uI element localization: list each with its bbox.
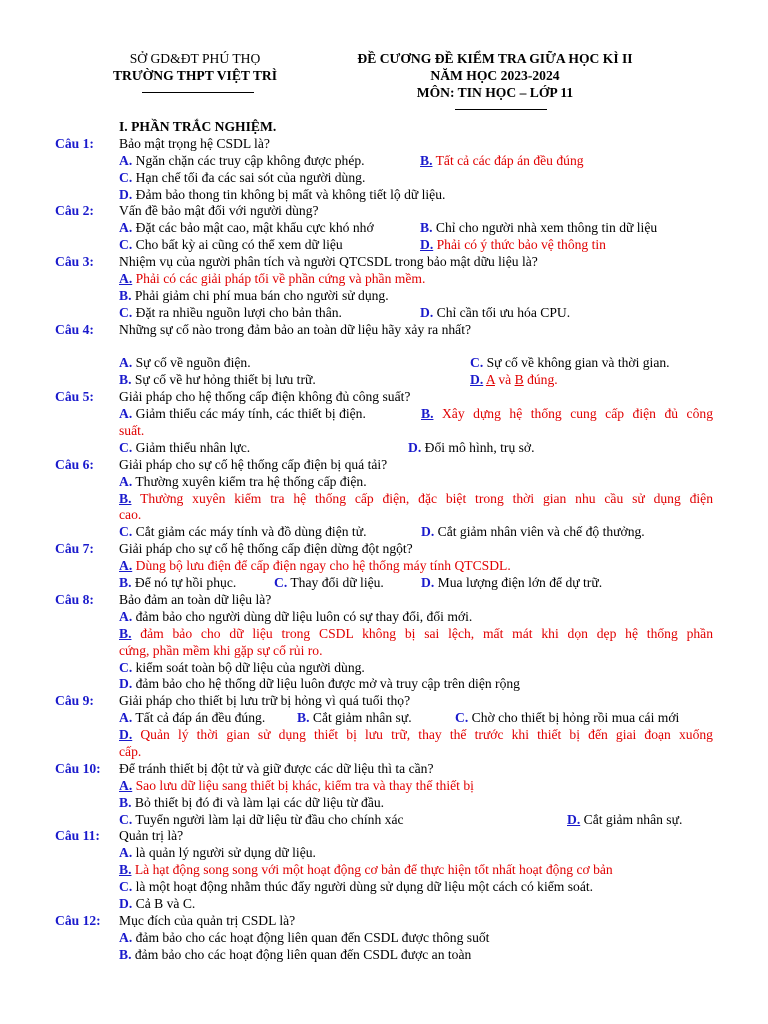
answer-d: Cắt giảm nhân viên và chế độ thưởng. [437,524,645,540]
answer-d-correct: A và B đúng. [485,372,558,388]
answer-a-correct: Sao lưu dữ liệu sang thiết bị khác, kiểm tra và thay thế thiết bị [135,777,474,793]
answer-a: là quản lý người sử dụng dữ liệu. [135,845,316,861]
question-text: Nhiệm vụ của người phân tích và người QTCSDL trong bảo mật dữu liệu là? [119,254,538,270]
answer-d: Chỉ cần tối ưu hóa CPU. [436,304,571,320]
question-text: Những sự cố nào trong đảm bảo an toàn dữ liệu hãy xảy ra nhất? [119,321,472,337]
answer-d: Mua lượng điện lớn để dự trữ. [437,575,603,591]
question-5: Câu 5: Giải pháp cho hệ thống cấp điện không đủ công suất? [55,389,411,405]
answer-a: đảm bảo cho người dùng dữ liệu luôn có sự thay đổi, đổi mới. [135,608,473,624]
question-2: Câu 2: Vấn đề bảo mật đối với người dùng? [55,203,319,219]
question-7: Câu 7: Giải pháp cho sự cố hệ thống cấp điện dừng đột ngột? [55,541,413,557]
answer-a: Ngăn chặn các truy cập không được phép. [135,152,365,168]
question-text: Giải pháp cho thiết bị lưu trữ bị hỏng vì quá tuổi thọ? [119,693,411,709]
answer-b-continued: cứng, phần mềm khi gặp sự cố rủi ro. [119,642,323,658]
answer-d: đảm bảo cho hệ thống dữ liệu luôn được mở và truy cập trên diện rộng [135,676,520,692]
answer-b: Cắt giảm nhân sự. [312,710,412,726]
question-3: Câu 3: Nhiệm vụ của người phân tích và người QTCSDL trong bảo mật dữu liệu là? [55,254,538,270]
question-text: Bảo mật trọng hệ CSDL là? [119,135,270,151]
question-12: Câu 12: Mục đích của quản trị CSDL là? [55,912,296,928]
answer-c: Giảm thiểu nhân lực. [135,439,251,455]
question-text: Giải pháp cho sự cố hệ thống cấp điện dừng đột ngột? [119,541,413,557]
answer-b-continued: suất. [119,423,145,439]
answer-a: Thường xuyên kiểm tra hệ thống cấp điện. [135,473,367,489]
question-4: Câu 4: Những sự cố nào trong đảm bảo an toàn dữ liệu hãy xảy ra nhất? [55,321,472,337]
question-10: Câu 10: Để tránh thiết bị đột tử và giữ được các dữ liệu thì ta cần? [55,760,434,776]
answer-c: Tuyển người làm lại dữ liệu từ đầu cho chính xác [135,811,404,827]
doc-title: ĐỀ CƯƠNG ĐỀ KIỂM TRA GIỮA HỌC KÌ II [357,51,633,66]
question-11: Câu 11: Quản trị là? [55,828,184,844]
subject: MÔN: TIN HỌC – LỚP 11 [416,85,574,100]
answer-c: Đặt ra nhiều nguồn lượi cho bản thân. [135,304,342,320]
question-6: Câu 6: Giải pháp cho sự cố hệ thống cấp điện bị quá tải? [55,456,388,472]
question-1: Câu 1: Bảo mật trọng hệ CSDL là? [55,135,270,151]
school-name: TRƯỜNG THPT VIỆT TRÌ [112,68,278,83]
question-text: Mục đích của quản trị CSDL là? [119,912,296,928]
answer-a: đảm bảo cho các hoạt động liên quan đến CSDL được thông suốt [135,929,490,945]
school-block [90,51,300,85]
school-year: NĂM HỌC 2023-2024 [430,68,560,83]
answer-a-correct: Dùng bộ lưu điện để cấp điện ngay cho hệ thống máy tính QTCSDL. [135,558,511,574]
answer-b: Để nó tự hồi phục. [134,575,237,591]
answer-a: Sự cố về nguồn điện. [135,355,251,371]
answer-c: Cắt giảm các máy tính và đồ dùng điện tử. [135,524,367,540]
answer-c: Hạn chế tối đa các sai sót của người dùng. [135,169,366,185]
answer-a: Đặt các bảo mật cao, mật khẩu cực khó nhớ [135,220,374,236]
answer-b-correct: Xây dựng hệ thống cung cấp điện đủ công [441,406,713,422]
answer-b: Bỏ thiết bị đó đi và làm lại các dữ liệu từ đầu. [134,794,385,810]
question-text: Bảo đảm an toàn dữ liệu là? [119,591,272,607]
question-list: I. PHẦN TRẮC NGHIỆM. Câu 1: Bảo mật trọng hệ CSDL là? A. Ngăn chặn các truy cập không được phép. B. Tất cả các đáp án đều đúng C. Hạn chế tối đa các sai sót của người dùng. D. Đảm bảo thong tin không bị mất và không tiết lộ dữ liệu. Câu 2: Vấn đề bảo mật đối với người dùng? A. Đặt các bảo mật cao, mật khẩu cực khó nhớ B. Chỉ cho người nhà xem thông tin dữ liệu C. Cho bất kỳ ai cũng có thể xem dữ liệu D. Phải có ý thức bảo vệ thông tin Câu 3: Nhiệm vụ của người phân tích và người QTCSDL trong bảo mật dữu liệu là? A. Phải có các giải pháp tối về phần cứng và phần mềm. B. Phải giảm chi phí mua bán cho người sử dụng. C. Đặt ra nhiều nguồn lượi cho bản thân. D. Chỉ cần tối ưu hóa CPU. Câu 4: Những sự cố nào trong đảm bảo an toàn dữ liệu hãy xảy ra nhất? A. Sự cố về nguồn điện. C. Sự cố về không gian và thời gian. B. Sự cố về hư hỏng thiết bị lưu trữ. D. A và B đúng. Câu 5: Giải pháp cho hệ thống cấp điện không đủ công suất? A. Giảm thiểu các máy tính, các thiết bị điện. B. Xây dựng hệ thống cung cấp điện đủ công suất. C. Giảm thiểu nhân lực. D. Đổi mô hình, trụ sở. Câu 6: Giải pháp cho sự cố hệ thống cấp điện bị quá tải? A. Thường xuyên kiểm tra hệ thống cấp điện. B. Thường xuyên kiểm tra hệ thống cấp điện, đặc biệt trong thời gian nhu cầu sử dụng điện cao. C. Cắt giảm các máy tính và đồ dùng điện tử. D. Cắt giảm nhân viên và chế độ thưởng. Câu 7: Giải pháp cho sự cố hệ thống cấp điện dừng đột ngột? A. Dùng bộ lưu điện để cấp điện ngay cho hệ thống máy tính QTCSDL. B. Để nó tự hồi phục. C. Thay đổi dữ liệu. D. Mua lượng điện lớn để dự trữ. Câu 8: Bảo đảm an toàn dữ liệu là? A. đảm bảo cho người dùng dữ liệu luôn có sự thay đổi, đổi mới. B. đảm bảo cho dữ liệu trong CSDL không bị sai lệch, mất mát khi dọn dẹp hệ thống phần cứng, phần mềm khi gặp sự cố rủi ro. C. kiểm soát toàn bộ dữ liệu của người dùng. D. đảm bảo cho hệ thống dữ liệu luôn được mở và truy cập trên diện rộng Câu 9: Giải pháp cho thiết bị lưu trữ bị hỏng vì quá tuổi thọ? A. Tất cả đáp án đều đúng. B. Cắt giảm nhân sự. C. Chờ cho thiết bị hỏng rồi mua cái mới D. Quản lý thời gian sử dụng thiết bị lưu trữ, thay thế trước khi thiết bị đến giai đoạn xuống cấp. Câu 10: Để tránh thiết bị đột tử và giữ được các dữ liệu thì ta cần? A. Sao lưu dữ liệu sang thiết bị khác, kiểm tra và thay thế thiết bị B. Bỏ thiết bị đó đi và làm lại các dữ liệu từ đầu. C. Tuyển người làm lại dữ liệu từ đầu cho chính xác D. Cắt giảm nhân sự. Câu 11: Quản trị là? A. là quản lý người sử dụng dữ liệu. B. Là hạt động song song với một hoạt động cơ bản để thực hiện tốt nhất hoạt động cơ bản C. là một hoạt động nhằm thúc đẩy người dùng sử dụng dữ liệu một cách có kiểm soát. D. Cả B và C. Câu 12: Mục đích của quản trị CSDL là? A. đảm bảo cho các hoạt động liên quan đến CSDL được thông suốt B. đảm bảo cho các hoạt động liên quan đến CSDL được an toàn [55,119,713,962]
answer-b: Sự cố về hư hỏng thiết bị lưu trữ. [134,372,316,388]
question-8: Câu 8: Bảo đảm an toàn dữ liệu là? [55,591,272,607]
answer-a: Giảm thiểu các máy tính, các thiết bị điện. [135,406,366,422]
answer-a-correct: Phải có các giải pháp tối về phần cứng và phần mềm. [135,271,426,287]
answer-d: Cả B và C. [135,895,196,911]
answer-d-correct: Quản lý thời gian sử dụng thiết bị lưu trữ, thay thế trước khi thiết bị đến giai đoạn xuống [140,727,713,743]
section-title: I. PHẦN TRẮC NGHIỆM. [119,119,277,134]
answer-d: Cắt giảm nhân sự. [583,811,683,827]
question-text: Vấn đề bảo mật đối với người dùng? [119,203,319,219]
answer-b-correct: Thường xuyên kiểm tra hệ thống cấp điện, đặc biệt trong thời gian nhu cầu sử dụng điện [140,490,713,506]
school-underline [142,92,254,93]
answer-b-correct: Tất cả các đáp án đều đúng [435,152,584,168]
answer-d: Đổi mô hình, trụ sở. [424,439,535,455]
answer-b-correct: Là hạt động song song với một hoạt động cơ bản để thực hiện tốt nhất hoạt động cơ bản [134,862,613,878]
answer-c: là một hoạt động nhằm thúc đẩy người dùng sử dụng dữ liệu một cách có kiểm soát. [135,879,594,895]
answer-b: Chỉ cho người nhà xem thông tin dữ liệu [435,220,658,236]
answer-b-correct: đảm bảo cho dữ liệu trong CSDL không bị sai lệch, mất mát khi dọn dẹp hệ thống phần [140,625,713,641]
answer-b: Phải giảm chi phí mua bán cho người sử dụng. [134,287,389,303]
department-name: SỞ GD&ĐT PHÚ THỌ [129,51,261,66]
answer-d-correct: Phải có ý thức bảo vệ thông tin [436,237,606,253]
answer-d: Đảm bảo thong tin không bị mất và không tiết lộ dữ liệu. [135,186,446,202]
answer-b: đảm bảo cho các hoạt động liên quan đến CSDL được an toàn [134,946,472,962]
question-9: Câu 9: Giải pháp cho thiết bị lưu trữ bị hỏng vì quá tuổi thọ? [55,693,411,709]
question-text: Quản trị là? [119,828,184,844]
answer-c: Chờ cho thiết bị hỏng rồi mua cái mới [471,710,680,726]
question-text: Để tránh thiết bị đột tử và giữ được các dữ liệu thì ta cần? [119,760,434,776]
answer-b-continued: cao. [119,507,142,523]
title-underline [455,109,547,110]
question-text: Giải pháp cho hệ thống cấp điện không đủ công suất? [119,389,411,405]
answer-c: Thay đổi dữ liệu. [290,575,384,591]
answer-c: kiểm soát toàn bộ dữ liệu của người dùng. [135,659,365,675]
answer-c: Sự cố về không gian và thời gian. [486,355,670,371]
answer-d-continued: cấp. [119,743,142,759]
question-text: Giải pháp cho sự cố hệ thống cấp điện bị quá tải? [119,456,388,472]
title-block [325,51,665,102]
answer-a: Tất cả đáp án đều đúng. [135,710,266,726]
document-header [0,51,768,111]
answer-c: Cho bất kỳ ai cũng có thể xem dữ liệu [135,237,343,253]
